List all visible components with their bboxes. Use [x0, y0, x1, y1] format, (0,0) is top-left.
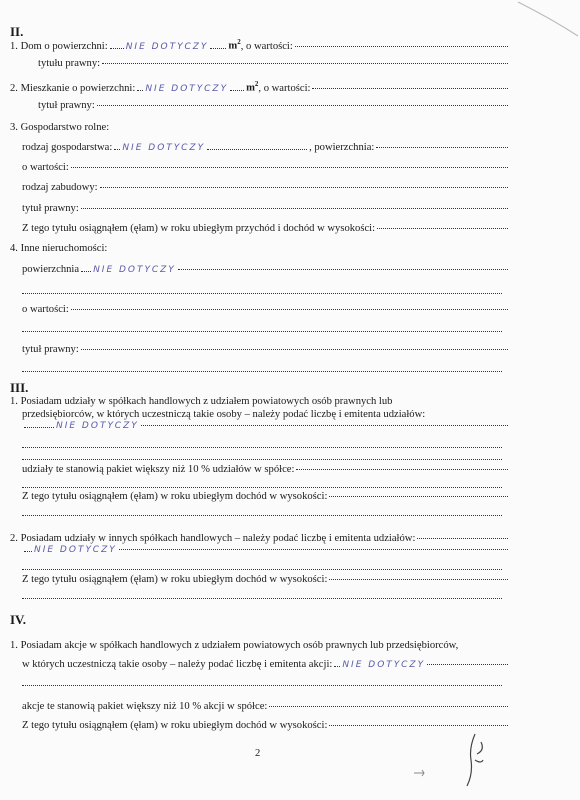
apartment-area-handwritten: NIE DOTYCZY — [145, 83, 229, 94]
shares-package-label: udziały te stanowią pakiet większy niż 10 % udziałów w spółce: — [22, 464, 295, 475]
farm-title-row — [22, 203, 508, 214]
farm-buildings-row — [22, 182, 508, 193]
other-title-row — [22, 344, 508, 355]
other-shares-blank-line — [22, 568, 502, 570]
stocks-income-row — [22, 720, 508, 731]
house-area-handwritten: NIE DOTYCZY — [125, 41, 209, 52]
farm-value-label: o wartości: — [22, 162, 69, 173]
other-area-blank-line — [22, 292, 502, 294]
apartment-label: 2. Mieszkanie o powierzchni: — [10, 82, 136, 94]
scan-mark — [412, 768, 426, 778]
farm-heading: 3. Gospodarstwo rolne: — [10, 122, 110, 133]
other-shares-income-label: Z tego tytułu osiągnąłem (ęłam) w roku ubiegłym dochód w wysokości: — [22, 574, 328, 585]
other-property-heading: 4. Inne nieruchomości: — [10, 243, 108, 254]
farm-type-handwritten: NIE DOTYCZY — [122, 143, 206, 153]
stocks-package-label: akcje te stanowią pakiet większy niż 10 % akcji w spółce: — [22, 701, 268, 712]
shares-income-label: Z tego tytułu osiągnąłem (ęłam) w roku ubiegłym dochód w wysokości: — [22, 491, 328, 502]
farm-area-label: , powierzchnia: — [309, 142, 375, 153]
signature-scribble — [455, 730, 495, 790]
apartment-value-label: , o wartości: — [258, 82, 311, 94]
section-ii-heading: II. — [10, 24, 24, 39]
stocks-blank-line — [22, 684, 502, 686]
stocks-item1-line2-row — [22, 659, 508, 670]
other-shares-handwritten: NIE DOTYCZY — [34, 545, 117, 555]
other-value-row — [22, 304, 508, 315]
apartment-title-label: tytuł prawny: — [38, 100, 95, 111]
farm-income-row — [22, 223, 508, 234]
house-label: 1. Dom o powierzchni: — [10, 40, 108, 52]
other-shares-handwritten-row — [22, 545, 508, 555]
other-title-blank-line — [22, 370, 502, 372]
stocks-package-row — [22, 701, 508, 712]
apartment-row — [10, 80, 508, 94]
other-value-blank-line — [22, 330, 502, 332]
m2-unit: $m^2$ — [228, 38, 241, 52]
farm-type-row — [22, 142, 508, 153]
shares-item1-line1: 1. Posiadam udziały w spółkach handlowych z udziałem powiatowych osób prawnych lub — [10, 396, 393, 407]
house-row — [10, 38, 508, 52]
farm-income-label: Z tego tytułu osiągnąłem (ęłam) w roku ubiegłym przychód i dochód w wysokości: — [22, 223, 376, 234]
scan-artifact — [510, 0, 580, 40]
house-title-label: tytułu prawny: — [38, 58, 101, 69]
other-shares-row — [10, 533, 508, 544]
other-area-row — [22, 264, 508, 275]
house-value-label: , o wartości: — [240, 40, 293, 52]
other-area-handwritten: NIE DOTYCZY — [93, 265, 176, 275]
other-title-label: tytuł prawny: — [22, 344, 79, 355]
shares-blank-line-2 — [22, 458, 502, 460]
shares-blank-line-1 — [22, 446, 502, 448]
page-number: 2 — [255, 748, 261, 759]
stocks-income-label: Z tego tytułu osiągnąłem (ęłam) w roku ubiegłym dochód w wysokości: — [22, 720, 328, 731]
other-shares-label: 2. Posiadam udziały w innych spółkach handlowych – należy podać liczbę i emitenta udziałów: — [10, 533, 416, 544]
other-value-label: o wartości: — [22, 304, 69, 315]
shares-item1-line2: przedsiębiorców, w których uczestniczą takie osoby – należy podać liczbę i emitenta udziałów: — [22, 409, 426, 420]
farm-type-label: rodzaj gospodarstwa: — [22, 142, 113, 153]
stocks-handwritten: NIE DOTYCZY — [342, 660, 426, 670]
shares-income-blank-line — [22, 514, 502, 516]
other-area-label: powierzchnia — [22, 264, 80, 275]
farm-title-label: tytuł prawny: — [22, 203, 79, 214]
shares-income-row — [22, 491, 508, 502]
section-iv-heading: IV. — [10, 612, 27, 627]
stocks-item1-line1: 1. Posiadam akcje w spółkach handlowych z udziałem powiatowych osób prawnych lub przedsiębiorców, — [10, 640, 459, 651]
farm-buildings-label: rodzaj zabudowy: — [22, 182, 98, 193]
stocks-item1-line2: w których uczestniczą takie osoby – należy podać liczbę i emitenta akcji: — [22, 659, 333, 670]
farm-value-row — [22, 162, 508, 173]
apartment-title-row — [38, 100, 508, 111]
other-shares-income-row — [22, 574, 508, 585]
shares-handwritten-row — [22, 421, 508, 431]
shares-handwritten: NIE DOTYCZY — [56, 421, 139, 431]
shares-package-blank-line — [22, 486, 502, 488]
m2-unit-2: $m^2$ — [246, 80, 259, 94]
section-iii-heading: III. — [10, 380, 29, 395]
other-shares-income-blank-line — [22, 597, 502, 599]
shares-package-row — [22, 464, 508, 475]
house-title-row — [38, 58, 508, 69]
